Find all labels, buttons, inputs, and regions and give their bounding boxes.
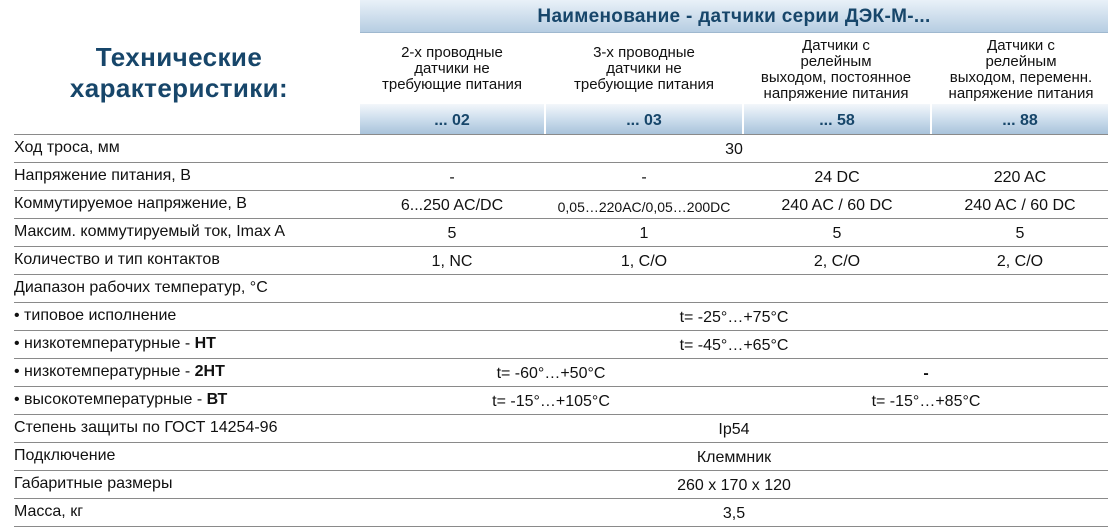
column-header-58 — [742, 38, 930, 102]
row-divider — [14, 190, 1108, 191]
cell-dimensions: 260 х 170 х 120 — [677, 477, 791, 494]
page-title — [14, 42, 344, 104]
label-bold: 2НТ — [194, 363, 225, 380]
cell-max-current-02: 5 — [447, 225, 457, 242]
cell-supply-03: - — [641, 169, 647, 186]
column-header-line: требующие питания — [382, 76, 522, 93]
label-bold: НТ — [194, 335, 216, 352]
cell-supply-58: 24 DC — [814, 169, 860, 186]
title-line-2: характеристики: — [69, 73, 289, 103]
column-header-02 — [360, 45, 544, 93]
cell-stroke: 30 — [725, 141, 743, 158]
cell-switch-voltage-58: 240 AC / 60 DC — [781, 197, 893, 214]
row-divider — [14, 414, 1108, 415]
column-header-line: датчики не — [414, 60, 490, 77]
row-label-contacts: Количество и тип контактов — [14, 251, 220, 268]
row-label-temp-typical: • типовое исполнение — [14, 307, 177, 324]
label-prefix: • высокотемпературные - — [14, 391, 207, 408]
cell-temp-vt-left: t= -15°…+105°С — [492, 393, 610, 410]
row-divider — [14, 162, 1108, 163]
cell-mass: 3,5 — [722, 505, 746, 522]
cell-supply-88: 220 AC — [993, 169, 1047, 186]
title-line-1: Технические — [95, 42, 263, 72]
row-label-temp-nt — [14, 334, 216, 354]
column-header-line: Датчики с — [802, 37, 870, 54]
row-label-temp-vt — [14, 390, 227, 410]
cell-temp-nt: t= -45°…+65°С — [679, 337, 789, 354]
row-label-mass: Масса, кг — [14, 503, 84, 520]
row-divider — [14, 526, 1108, 527]
column-header-line: требующие питания — [574, 76, 714, 93]
row-divider — [14, 358, 1108, 359]
label-prefix: • низкотемпературные - — [14, 363, 195, 380]
row-divider — [14, 498, 1108, 499]
code-bar-02: ... 02 — [360, 104, 544, 134]
column-header-line: выходом, постоянное — [760, 69, 912, 86]
row-label-temp-2nt — [14, 362, 225, 382]
row-divider — [14, 386, 1108, 387]
cell-contacts-58: 2, C/O — [813, 253, 861, 270]
cell-temp-2nt-left: t= -60°…+50°С — [496, 365, 606, 382]
row-label-connection: Подключение — [14, 447, 116, 464]
column-header-88 — [932, 38, 1110, 102]
row-label-stroke: Ход троса, мм — [14, 139, 120, 156]
column-header-03 — [546, 45, 742, 93]
row-label-dimensions: Габаритные размеры — [14, 475, 173, 492]
cell-temp-typical: t= -25°…+75°С — [679, 309, 789, 326]
series-banner: Наименование - датчики серии ДЭК-М-... — [360, 0, 1108, 33]
row-divider — [14, 218, 1108, 219]
code-bar-58: ... 58 — [744, 104, 930, 134]
row-label-supply: Напряжение питания, В — [14, 167, 191, 184]
cell-contacts-02: 1, NC — [431, 253, 473, 270]
cell-switch-voltage-88: 240 AC / 60 DC — [964, 197, 1076, 214]
cell-temp-2nt-right: - — [923, 365, 929, 382]
row-divider — [14, 134, 1108, 135]
label-prefix: • низкотемпературные - — [14, 335, 195, 352]
cell-connection: Клеммник — [696, 449, 772, 466]
column-header-line: напряжение питания — [948, 85, 1094, 102]
cell-protection: Ip54 — [718, 421, 750, 438]
column-header-line: 3-х проводные — [593, 44, 695, 61]
cell-max-current-03: 1 — [639, 225, 649, 242]
column-header-line: выходом, переменн. — [949, 69, 1093, 86]
column-header-line: релейным — [800, 53, 872, 70]
row-label-temp-range: Диапазон рабочих температур, °С — [14, 279, 268, 296]
row-divider — [14, 274, 1108, 275]
row-label-max-current: Максим. коммутируемый ток, Imax A — [14, 223, 286, 240]
column-header-line: Датчики с — [987, 37, 1055, 54]
row-divider — [14, 330, 1108, 331]
code-bar-03: ... 03 — [546, 104, 742, 134]
cell-max-current-58: 5 — [832, 225, 842, 242]
cell-temp-vt-right: t= -15°…+85°С — [871, 393, 981, 410]
row-divider — [14, 470, 1108, 471]
cell-max-current-88: 5 — [1015, 225, 1025, 242]
row-label-protection: Степень защиты по ГОСТ 14254-96 — [14, 419, 278, 436]
label-bold: ВТ — [206, 391, 228, 408]
cell-switch-voltage-03: 0,05…220AC/0,05…200DC — [557, 199, 731, 215]
column-header-line: напряжение питания — [763, 85, 909, 102]
cell-switch-voltage-02: 6...250 AC/DC — [400, 197, 504, 214]
code-bar-88: ... 88 — [932, 104, 1108, 134]
column-header-line: 2-х проводные — [401, 44, 503, 61]
row-divider — [14, 246, 1108, 247]
cell-supply-02: - — [449, 169, 455, 186]
cell-contacts-88: 2, C/O — [996, 253, 1044, 270]
cell-contacts-03: 1, C/O — [620, 253, 668, 270]
column-header-line: датчики не — [606, 60, 682, 77]
row-label-switch-voltage: Коммутируемое напряжение, В — [14, 195, 247, 212]
column-header-line: релейным — [985, 53, 1057, 70]
row-divider — [14, 302, 1108, 303]
row-divider — [14, 442, 1108, 443]
